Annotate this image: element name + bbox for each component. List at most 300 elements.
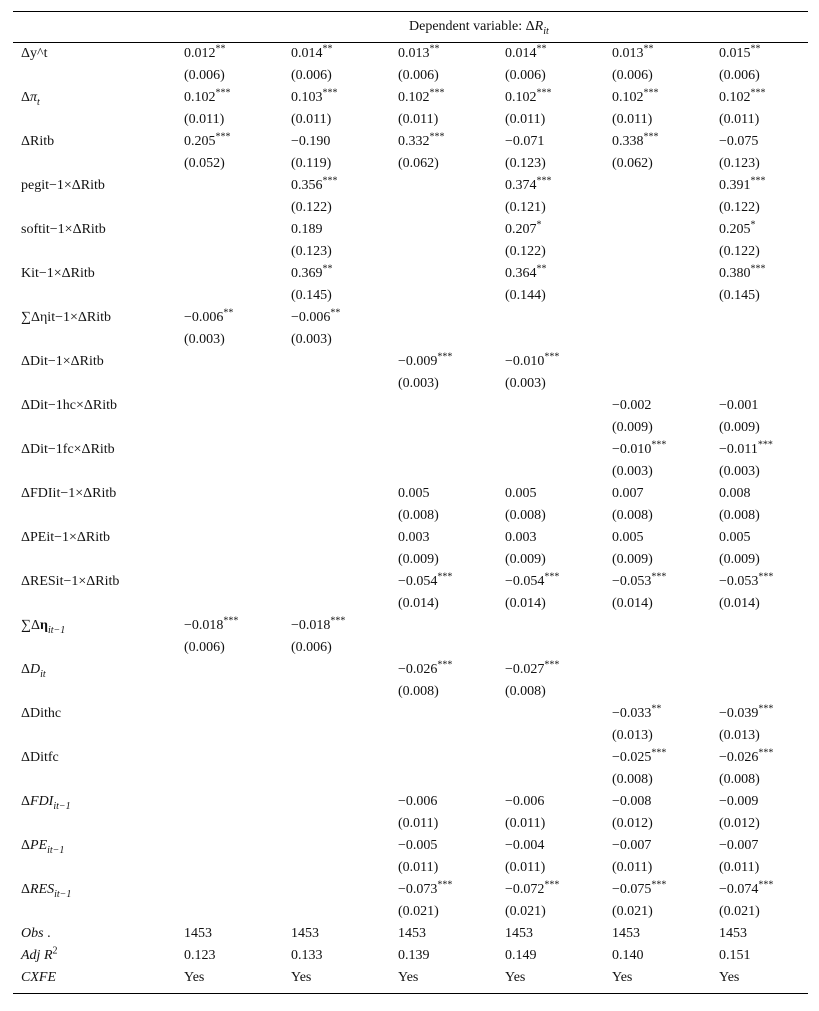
standard-error-cell (184, 285, 291, 307)
standard-error-cell (505, 417, 612, 439)
standard-error-cell: (0.008) (719, 508, 760, 523)
label-part: ΔDit−1×ΔRitb (21, 354, 104, 369)
coefficient-cell (612, 879, 719, 901)
coefficient-cell (505, 87, 612, 109)
standard-error-cell: (0.011) (719, 860, 760, 875)
coefficient-cell (184, 219, 291, 241)
coefficient-cell (184, 483, 291, 505)
coefficient-cell (291, 791, 398, 813)
standard-error-cell (612, 197, 719, 219)
standard-error-cell: (0.021) (398, 904, 439, 919)
standard-error-cell: (0.008) (398, 508, 439, 523)
coefficient-cell (719, 175, 809, 197)
standard-error-cell: (0.006) (291, 68, 332, 83)
coefficient-cell (612, 175, 719, 197)
coefficient-value: 0.207 (505, 222, 537, 237)
standard-error-cell (612, 241, 719, 263)
coefficient-cell (398, 43, 505, 65)
standard-error-cell (291, 725, 398, 747)
row-label (13, 43, 184, 65)
coefficient-value: −0.008 (612, 794, 652, 809)
coefficient-cell (184, 307, 291, 329)
coefficient-cell (398, 791, 505, 813)
standard-error-cell: (0.121) (505, 200, 546, 215)
standard-error-cell (505, 637, 612, 659)
significance-stars: ** (643, 43, 654, 55)
coefficient-value: 0.003 (505, 530, 537, 545)
coefficient-value: 0.380 (719, 266, 751, 281)
row-label-empty (13, 769, 184, 791)
label-part: π (30, 90, 38, 105)
coefficient-value: −0.006 (184, 310, 224, 325)
standard-error-cell: (0.145) (719, 288, 760, 303)
table-row (13, 43, 809, 65)
coefficient-value: 0.102 (398, 90, 430, 105)
standard-error-cell (291, 681, 398, 703)
table-row (13, 461, 809, 483)
coefficient-value: −0.054 (398, 574, 438, 589)
coefficient-cell (505, 747, 612, 769)
significance-stars: *** (758, 571, 774, 583)
standard-error-cell: (0.008) (612, 508, 653, 523)
standard-error-cell: (0.011) (291, 112, 332, 127)
coefficient-cell (505, 263, 612, 285)
coefficient-cell (184, 87, 291, 109)
summary-cell: Yes (612, 970, 633, 985)
label-part: ΔFDIit−1×ΔRitb (21, 486, 117, 501)
standard-error-cell (291, 461, 398, 483)
table-row (13, 351, 809, 373)
table-row (13, 879, 809, 901)
coefficient-cell (612, 219, 719, 241)
row-label (13, 967, 184, 989)
coefficient-cell (184, 615, 291, 637)
summary-cell: Yes (398, 970, 419, 985)
table-row (13, 131, 809, 153)
coefficient-value: 0.008 (719, 486, 751, 501)
row-label (13, 879, 184, 901)
coefficient-value: −0.039 (719, 706, 759, 721)
standard-error-cell: (0.009) (612, 552, 653, 567)
standard-error-cell: (0.012) (719, 816, 760, 831)
standard-error-cell (398, 461, 505, 483)
coefficient-value: −0.009 (719, 794, 759, 809)
standard-error-cell (398, 285, 505, 307)
coefficient-cell (398, 131, 505, 153)
standard-error-cell: (0.011) (505, 860, 546, 875)
standard-error-cell (184, 197, 291, 219)
significance-stars: *** (429, 87, 445, 99)
coefficient-cell (719, 835, 809, 857)
table-header (13, 12, 808, 42)
coefficient-value: 0.003 (398, 530, 430, 545)
coefficient-cell (505, 439, 612, 461)
table-row (13, 923, 809, 945)
coefficient-cell (505, 43, 612, 65)
coefficient-value: −0.053 (612, 574, 652, 589)
row-label (13, 395, 184, 417)
coefficient-cell (291, 703, 398, 725)
row-label-empty (13, 197, 184, 219)
table-row (13, 527, 809, 549)
coefficient-value: −0.026 (398, 662, 438, 677)
coefficient-value: 0.369 (291, 266, 323, 281)
standard-error-cell (184, 681, 291, 703)
standard-error-cell (398, 637, 505, 659)
standard-error-cell (505, 725, 612, 747)
table-row (13, 395, 809, 417)
coefficient-cell (719, 747, 809, 769)
standard-error-cell: (0.013) (612, 728, 653, 743)
standard-error-cell: (0.011) (505, 816, 546, 831)
significance-stars: *** (544, 571, 560, 583)
coefficient-cell (612, 307, 719, 329)
coefficient-value: −0.002 (612, 398, 652, 413)
coefficient-cell (291, 483, 398, 505)
table-row (13, 571, 809, 593)
coefficient-value: −0.075 (612, 882, 652, 897)
row-label (13, 747, 184, 769)
coefficient-cell (398, 659, 505, 681)
coefficient-cell (719, 131, 809, 153)
coefficient-cell (612, 43, 719, 65)
label-part: Δ (21, 838, 31, 853)
row-label (13, 483, 184, 505)
coefficient-cell (398, 615, 505, 637)
table-row (13, 263, 809, 285)
row-label-empty (13, 725, 184, 747)
standard-error-cell: (0.052) (184, 156, 225, 171)
standard-error-cell: (0.003) (398, 376, 439, 391)
standard-error-cell: (0.021) (719, 904, 760, 919)
coefficient-value: −0.006 (291, 310, 331, 325)
coefficient-cell (398, 175, 505, 197)
significance-stars: * (750, 219, 756, 231)
standard-error-cell (398, 329, 505, 351)
bottom-rule (13, 993, 808, 994)
label-part: 2 (52, 945, 58, 957)
coefficient-cell (719, 219, 809, 241)
standard-error-cell: (0.008) (719, 772, 760, 787)
table-row (13, 615, 809, 637)
significance-stars: *** (651, 439, 667, 451)
table-row (13, 285, 809, 307)
caption-var: R (534, 19, 544, 34)
coefficient-cell (291, 263, 398, 285)
coefficient-value: 0.338 (612, 134, 644, 149)
significance-stars: ** (215, 43, 226, 55)
standard-error-cell (291, 505, 398, 527)
row-label (13, 659, 184, 681)
row-label-empty (13, 373, 184, 395)
coefficient-cell (291, 395, 398, 417)
standard-error-cell: (0.003) (612, 464, 653, 479)
coefficient-cell (505, 175, 612, 197)
row-label (13, 527, 184, 549)
standard-error-cell (719, 681, 809, 703)
label-part: it−1 (53, 800, 71, 812)
table-row (13, 967, 809, 989)
row-label-empty (13, 505, 184, 527)
coefficient-cell (719, 659, 809, 681)
coefficient-cell (612, 703, 719, 725)
coefficient-value: 0.374 (505, 178, 537, 193)
coefficient-cell (291, 747, 398, 769)
standard-error-cell (291, 593, 398, 615)
standard-error-cell: (0.003) (291, 332, 332, 347)
coefficient-value: 0.005 (719, 530, 751, 545)
coefficient-cell (505, 351, 612, 373)
standard-error-cell: (0.123) (291, 244, 332, 259)
summary-cell: 0.140 (612, 948, 644, 963)
coefficient-cell (184, 703, 291, 725)
row-label-empty (13, 329, 184, 351)
standard-error-cell: (0.011) (398, 860, 439, 875)
standard-error-cell: (0.011) (719, 112, 760, 127)
table-row (13, 901, 809, 923)
significance-stars: ** (322, 263, 333, 275)
coefficient-cell (719, 87, 809, 109)
label-part: FDI (30, 794, 54, 809)
coefficient-value: 0.005 (505, 486, 537, 501)
standard-error-cell (505, 769, 612, 791)
label-part: ΔPEit−1×ΔRitb (21, 530, 111, 545)
summary-cell: 0.151 (719, 948, 751, 963)
coefficient-cell (398, 263, 505, 285)
coefficient-value: 0.102 (719, 90, 751, 105)
standard-error-cell (398, 769, 505, 791)
row-label-empty (13, 637, 184, 659)
significance-stars: *** (429, 131, 445, 143)
coefficient-value: 0.205 (719, 222, 751, 237)
coefficient-value: 0.391 (719, 178, 751, 193)
coefficient-cell (291, 835, 398, 857)
standard-error-cell (505, 461, 612, 483)
coefficient-value: −0.018 (184, 618, 224, 633)
table-row (13, 791, 809, 813)
significance-stars: *** (758, 879, 774, 891)
label-part: Obs (21, 926, 44, 941)
coefficient-value: 0.013 (612, 46, 644, 61)
label-part: t (37, 96, 40, 108)
significance-stars: *** (330, 615, 346, 627)
table-row (13, 329, 809, 351)
row-label (13, 307, 184, 329)
significance-stars: ** (750, 43, 761, 55)
standard-error-cell: (0.006) (184, 640, 225, 655)
standard-error-cell (612, 681, 719, 703)
summary-cell: 1453 (398, 926, 426, 941)
coefficient-cell (612, 615, 719, 637)
coefficient-cell (184, 527, 291, 549)
coefficient-cell (398, 439, 505, 461)
table-row (13, 857, 809, 879)
standard-error-cell: (0.011) (612, 860, 653, 875)
coefficient-value: 0.007 (612, 486, 644, 501)
significance-stars: *** (758, 703, 774, 715)
label-part: it−1 (47, 844, 65, 856)
significance-stars: *** (750, 175, 766, 187)
row-label-empty (13, 153, 184, 175)
row-label (13, 219, 184, 241)
coefficient-cell (398, 351, 505, 373)
coefficient-cell (505, 615, 612, 637)
table-row (13, 219, 809, 241)
table-row (13, 725, 809, 747)
dependent-variable-caption (409, 19, 549, 37)
row-label-empty (13, 285, 184, 307)
coefficient-value: 0.014 (291, 46, 323, 61)
coefficient-cell (291, 659, 398, 681)
coefficient-cell (291, 219, 398, 241)
label-part: Δy^t (21, 46, 48, 61)
coefficient-value: −0.018 (291, 618, 331, 633)
coefficient-cell (184, 175, 291, 197)
significance-stars: *** (643, 87, 659, 99)
caption-prefix: Dependent variable: (409, 19, 526, 34)
coefficient-cell (505, 703, 612, 725)
summary-cell: 0.133 (291, 948, 323, 963)
summary-cell: 1453 (291, 926, 319, 941)
coefficient-cell (612, 571, 719, 593)
label-part: Δ (21, 882, 31, 897)
standard-error-cell: (0.012) (612, 816, 653, 831)
significance-stars: *** (643, 131, 659, 143)
standard-error-cell (291, 373, 398, 395)
row-label-empty (13, 813, 184, 835)
coefficient-value: −0.053 (719, 574, 759, 589)
label-part: η (39, 618, 48, 633)
coefficient-cell (291, 131, 398, 153)
row-label (13, 923, 184, 945)
coefficient-value: −0.006 (398, 794, 438, 809)
standard-error-cell: (0.006) (612, 68, 653, 83)
summary-cell: 0.123 (184, 948, 216, 963)
standard-error-cell (291, 549, 398, 571)
coefficient-cell (612, 483, 719, 505)
label-part: ΔRitb (21, 134, 55, 149)
significance-stars: *** (651, 571, 667, 583)
row-label-empty (13, 681, 184, 703)
row-label-empty (13, 549, 184, 571)
coefficient-value: −0.026 (719, 750, 759, 765)
significance-stars: *** (750, 263, 766, 275)
standard-error-cell: (0.006) (719, 68, 760, 83)
row-label (13, 945, 184, 967)
standard-error-cell: (0.011) (505, 112, 546, 127)
coefficient-cell (398, 483, 505, 505)
coefficient-cell (291, 351, 398, 373)
table-row (13, 241, 809, 263)
coefficient-value: 0.102 (505, 90, 537, 105)
standard-error-cell: (0.014) (505, 596, 546, 611)
coefficient-cell (505, 879, 612, 901)
row-label-empty (13, 593, 184, 615)
summary-cell: 1453 (505, 926, 533, 941)
significance-stars: ** (429, 43, 440, 55)
standard-error-cell: (0.009) (612, 420, 653, 435)
standard-error-cell (184, 725, 291, 747)
standard-error-cell: (0.062) (612, 156, 653, 171)
regression-table (13, 11, 808, 994)
coefficient-cell (505, 571, 612, 593)
coefficient-cell (505, 131, 612, 153)
coefficient-cell (612, 131, 719, 153)
label-part: ΔDithc (21, 706, 62, 721)
label-part: it (40, 668, 46, 680)
significance-stars: *** (223, 615, 239, 627)
standard-error-cell: (0.009) (719, 420, 760, 435)
row-label (13, 571, 184, 593)
standard-error-cell: (0.021) (612, 904, 653, 919)
coefficient-cell (398, 879, 505, 901)
coefficient-value: −0.005 (398, 838, 438, 853)
significance-stars: *** (437, 571, 453, 583)
standard-error-cell: (0.009) (505, 552, 546, 567)
coefficient-cell (719, 615, 809, 637)
coefficient-cell (505, 483, 612, 505)
standard-error-cell: (0.122) (719, 244, 760, 259)
standard-error-cell: (0.014) (719, 596, 760, 611)
coefficient-value: −0.010 (612, 442, 652, 457)
row-label (13, 703, 184, 725)
standard-error-cell: (0.014) (398, 596, 439, 611)
coefficient-value: −0.010 (505, 354, 545, 369)
coefficient-cell (505, 835, 612, 857)
label-part: PE (30, 838, 48, 853)
standard-error-cell: (0.122) (505, 244, 546, 259)
coefficient-cell (184, 571, 291, 593)
coefficient-cell (719, 791, 809, 813)
standard-error-cell (398, 197, 505, 219)
standard-error-cell (291, 901, 398, 923)
coefficient-cell (398, 87, 505, 109)
label-part: softit−1×ΔRitb (21, 222, 106, 237)
row-label (13, 131, 184, 153)
coefficient-value: 0.102 (612, 90, 644, 105)
coefficient-cell (719, 395, 809, 417)
table-row (13, 681, 809, 703)
significance-stars: *** (544, 879, 560, 891)
table-row (13, 483, 809, 505)
coefficient-value: 0.005 (398, 486, 430, 501)
standard-error-cell: (0.009) (398, 552, 439, 567)
coefficient-cell (184, 351, 291, 373)
significance-stars: ** (322, 43, 333, 55)
standard-error-cell: (0.008) (612, 772, 653, 787)
standard-error-cell (184, 549, 291, 571)
coefficient-cell (291, 527, 398, 549)
standard-error-cell: (0.006) (291, 640, 332, 655)
significance-stars: *** (437, 659, 453, 671)
coefficient-value: 0.012 (184, 46, 216, 61)
coefficient-value: 0.014 (505, 46, 537, 61)
standard-error-cell: (0.122) (291, 200, 332, 215)
label-part: it−1 (54, 888, 72, 900)
standard-error-cell (184, 769, 291, 791)
summary-cell: 1453 (719, 926, 747, 941)
coefficient-value: 0.205 (184, 134, 216, 149)
table-row (13, 593, 809, 615)
row-label-empty (13, 241, 184, 263)
standard-error-cell (184, 373, 291, 395)
row-label-empty (13, 857, 184, 879)
coefficient-cell (291, 571, 398, 593)
standard-error-cell (612, 637, 719, 659)
standard-error-cell: (0.003) (505, 376, 546, 391)
table-row (13, 439, 809, 461)
summary-cell: Yes (505, 970, 526, 985)
